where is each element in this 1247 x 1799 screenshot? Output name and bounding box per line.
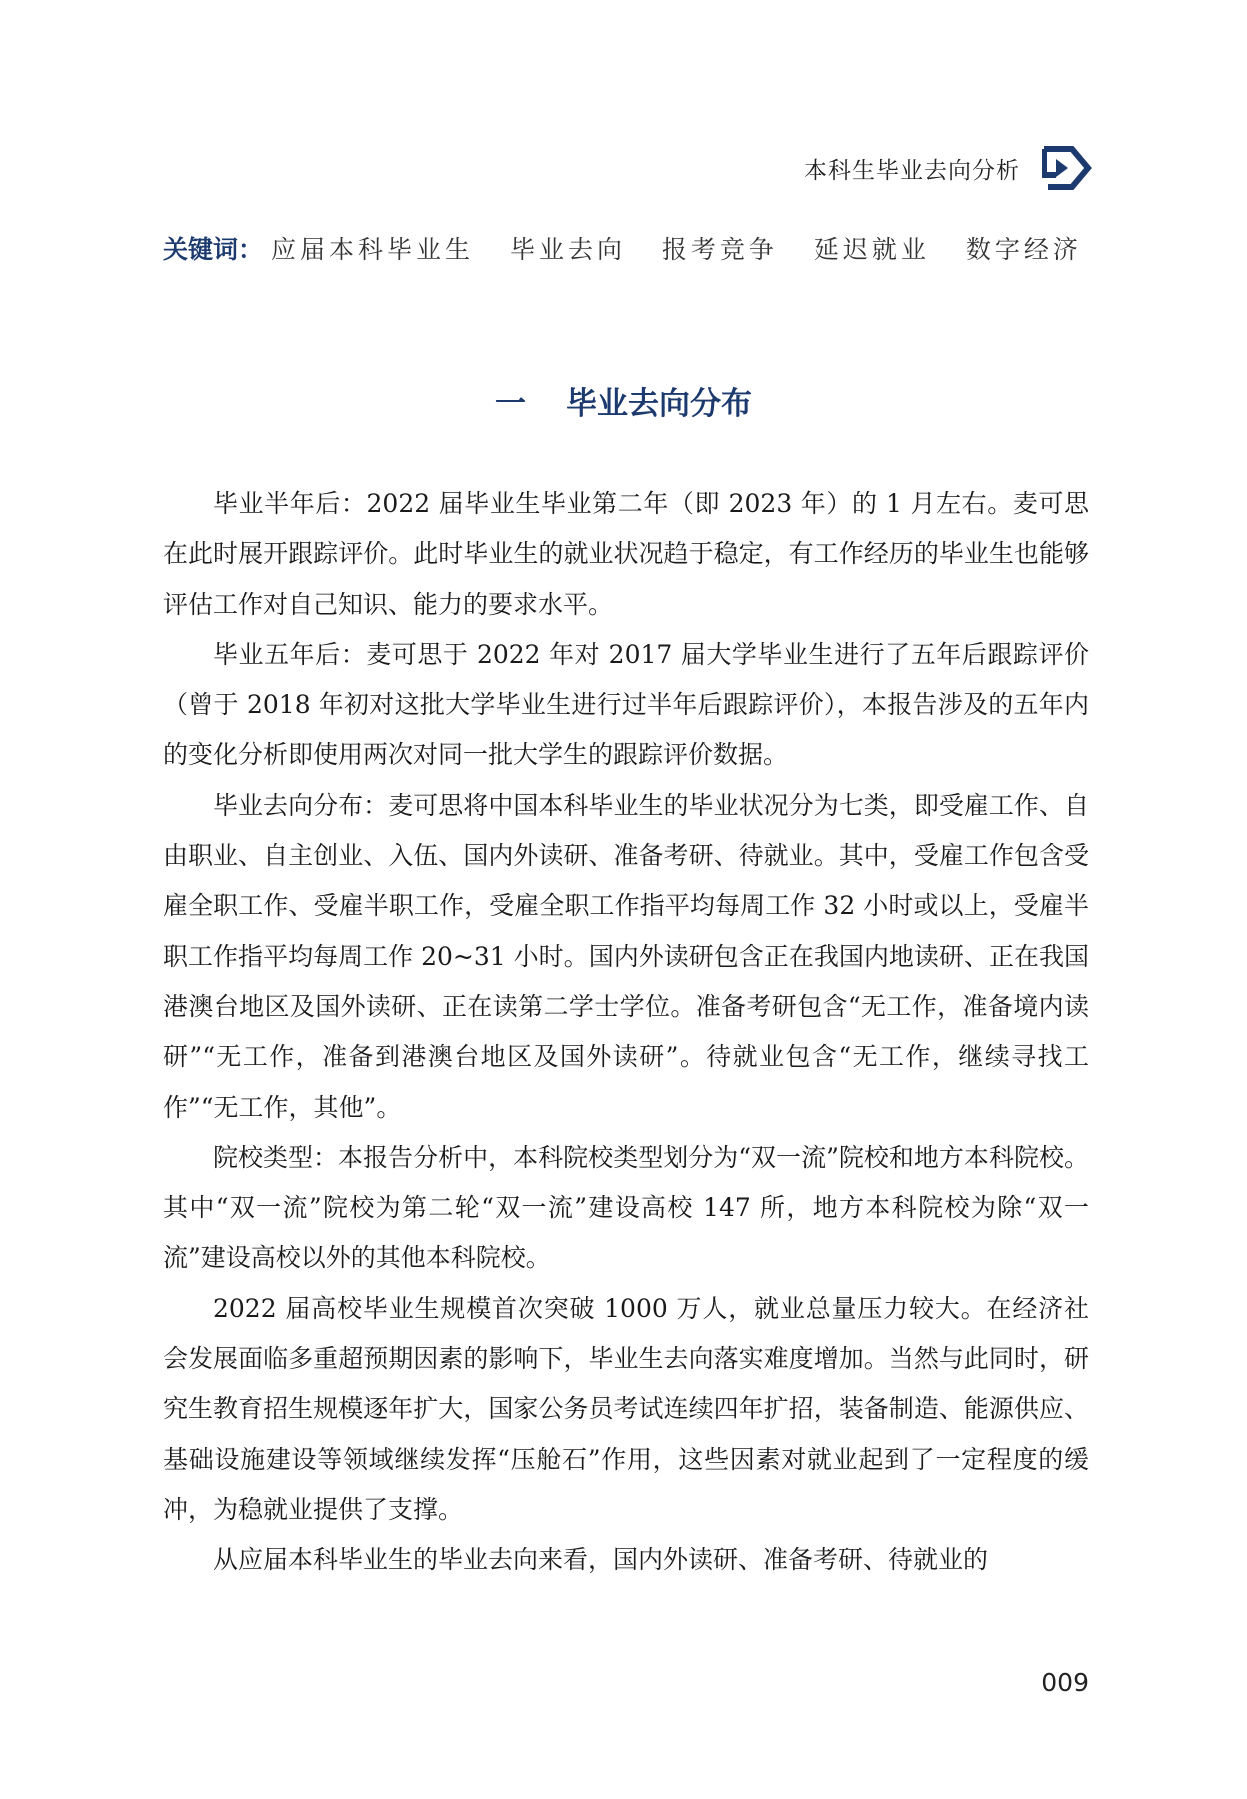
keyword-item: 数字经济 <box>965 235 1082 264</box>
keyword-item: 报考竞争 <box>661 235 778 264</box>
paragraph: 院校类型：本报告分析中，本科院校类型划分为“双一流”院校和地方本科院校。其中“双一流”院校为第二轮“双一流”建设高校 147 所，地方本科院校为除“双一流”建设高校以外的其他本科院校。 <box>163 1142 1089 1273</box>
paragraph: 毕业五年后：麦可思于 2022 年对 2017 届大学毕业生进行了五年后跟踪评价（曾于 2018 年初对这批大学毕业生进行过半年后跟踪评价），本报告涉及的五年内的变化分析即使用两次对同一批大学生的跟踪评价数据。 <box>163 639 1089 770</box>
section-title: 毕业去向分布 <box>566 386 752 422</box>
body-text <box>163 479 1089 1586</box>
keywords-line <box>163 232 1107 268</box>
running-header-title: 本科生毕业去向分析 <box>804 157 1020 184</box>
keywords-label: 关键词： <box>163 235 264 264</box>
section-heading <box>0 382 1247 426</box>
stylized-s-logo-icon <box>1042 145 1092 191</box>
keyword-item: 毕业去向 <box>509 235 626 264</box>
paragraph: 从应届本科毕业生的毕业去向来看，国内外读研、准备考研、待就业的 <box>213 1545 989 1575</box>
paragraph: 2022 届高校毕业生规模首次突破 1000 万人，就业总量压力较大。在经济社会发展面临多重超预期因素的影响下，毕业生去向落实难度增加。当然与此同时，研究生教育招生规模逐年扩大，国家公务员考试连续四年扩招，装备制造、能源供应、基础设施建设等领域继续发挥“压舱石”作用，这些因素对就业起到了一定程度的缓冲，为稳就业提供了支撑。 <box>163 1293 1089 1524</box>
section-number: 一 <box>495 386 526 422</box>
keyword-item: 延迟就业 <box>813 235 930 264</box>
page-number: 009 <box>1041 1668 1089 1697</box>
running-header <box>804 145 1092 191</box>
paragraph: 毕业去向分布：麦可思将中国本科毕业生的毕业状况分为七类，即受雇工作、自由职业、自主创业、入伍、国内外读研、准备考研、待就业。其中，受雇工作包含受雇全职工作、受雇半职工作，受雇全职工作指平均每周工作 32 小时或以上，受雇半职工作指平均每周工作 20~31 小时。国内外读研包含正在我国内地读研、正在我国港澳台地区及国外读研、正在读第二学士学位。准备考研包含“无工作，准备境内读研”“无工作，准备到港澳台地区及国外读研”。待就业包含“无工作，继续寻找工作”“无工作，其他”。 <box>163 790 1089 1122</box>
paragraph: 毕业半年后：2022 届毕业生毕业第二年（即 2023 年）的 1 月左右。麦可思在此时展开跟踪评价。此时毕业生的就业状况趋于稳定，有工作经历的毕业生也能够评估工作对自己知识、能力的要求水平。 <box>163 489 1089 619</box>
keyword-item: 应届本科毕业生 <box>270 235 474 264</box>
